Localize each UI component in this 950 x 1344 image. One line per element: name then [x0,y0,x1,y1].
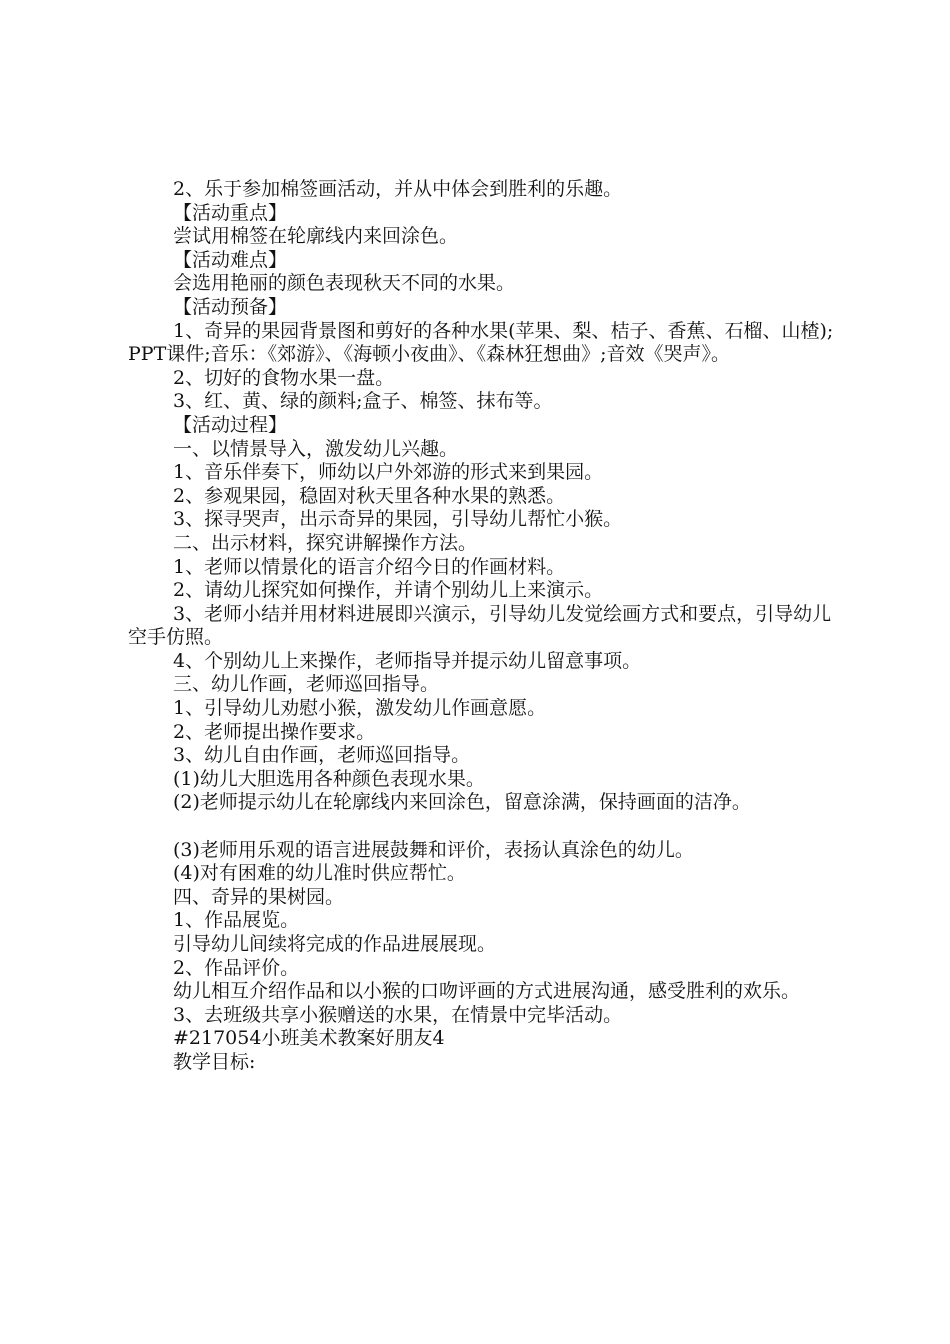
process-substep: 3、老师小结并用材料进展即兴演示，引导幼儿发觉绘画方式和要点，引导幼儿空手仿照。 [128,602,832,649]
process-substep: 1、引导幼儿劝慰小猴，激发幼儿作画意愿。 [173,697,547,720]
process-substep: 3、去班级共享小猴赠送的水果，在情景中完毕活动。 [173,1003,623,1026]
process-detail: (4)对有困难的幼儿准时供应帮忙。 [173,862,466,885]
document-section-title: #217054小班美术教案好朋友4 [173,1027,445,1050]
process-step: 四、奇异的果树园。 [173,885,345,908]
process-substep: 2、作品评价。 [173,956,300,979]
process-substep: 3、幼儿自由作画，老师巡回指导。 [173,744,471,767]
section-heading-process: 【活动过程】 [173,413,288,436]
section-heading-preparation: 【活动预备】 [173,295,288,318]
process-step: 二、出示材料，探究讲解操作方法。 [173,531,478,554]
preparation-item: 3、红、黄、绿的颜料;盒子、棉签、抹布等。 [173,390,553,413]
process-substep: 4、个别幼儿上来操作，老师指导并提示幼儿留意事项。 [173,649,642,672]
preparation-item: 2、切好的食物水果一盘。 [173,366,395,389]
process-detail: (1)幼儿大胆选用各种颜色表现水果。 [173,767,485,790]
process-substep: 1、音乐伴奏下，师幼以户外郊游的形式来到果园。 [173,461,604,484]
paragraph: 会选用艳丽的颜色表现秋天不同的水果。 [173,272,516,295]
process-substep: 2、请幼儿探究如何操作，并请个别幼儿上来演示。 [173,579,604,602]
section-heading-difficulty: 【活动难点】 [173,248,288,271]
process-step: 一、以情景导入，激发幼儿兴趣。 [173,437,459,460]
process-substep: 3、探寻哭声，出示奇异的果园，引导幼儿帮忙小猴。 [173,508,623,531]
process-substep: 1、老师以情景化的语言介绍今日的作画材料。 [173,555,566,578]
paragraph: 尝试用棉签在轮廓线内来回涂色。 [173,225,459,248]
goal-item: 2、乐于参加棉签画活动，并从中体会到胜利的乐趣。 [173,178,623,200]
process-detail: (2)老师提示幼儿在轮廓线内来回涂色，留意涂满，保持画面的洁净。 [173,791,751,814]
process-substep: 1、作品展览。 [173,909,300,932]
process-detail: (3)老师用乐观的语言进展鼓舞和评价，表扬认真涂色的幼儿。 [173,838,694,861]
blank-line [128,815,840,839]
teaching-goal-heading: 教学目标: [173,1050,256,1073]
preparation-item: 1、奇异的果园背景图和剪好的各种水果(苹果、梨、桔子、香蕉、石榴、山楂);PPT课件;音乐：《郊游》、《海顿小夜曲》、《森林狂想曲》;音效《哭声》。 [128,319,834,366]
paragraph: 幼儿相互介绍作品和以小猴的口吻评画的方式进展沟通，感受胜利的欢乐。 [173,980,801,1003]
lesson-plan-body [128,178,840,1075]
paragraph: 引导幼儿间续将完成的作品进展展现。 [173,933,497,955]
section-heading-key-point: 【活动重点】 [173,201,288,224]
process-step: 三、幼儿作画，老师巡回指导。 [173,673,440,696]
process-substep: 2、老师提出操作要求。 [173,720,376,743]
process-substep: 2、参观果园，稳固对秋天里各种水果的熟悉。 [173,484,566,507]
